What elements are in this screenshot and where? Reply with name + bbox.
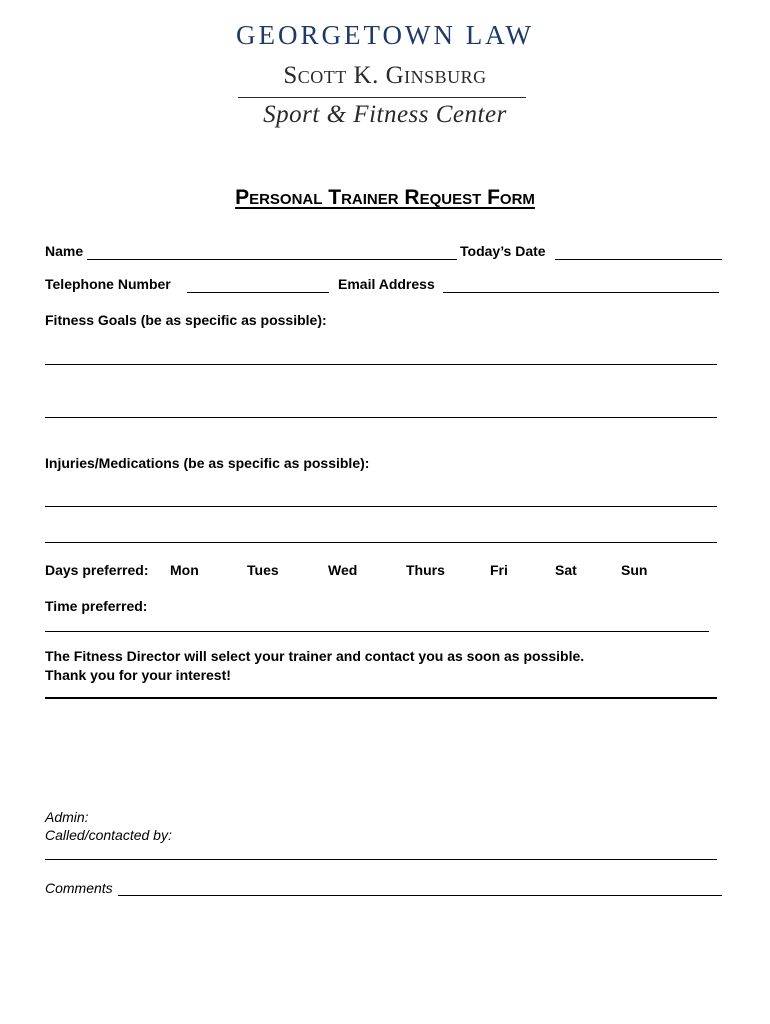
name-label: Name [45,243,84,259]
section-divider [45,697,717,699]
admin-label: Admin: [45,809,89,825]
days-label: Days preferred: [45,562,149,578]
center-subtitle: Sport & Fitness Center [263,101,507,128]
day-fri[interactable]: Fri [490,562,508,578]
day-wed[interactable]: Wed [328,562,358,578]
goals-line-2[interactable] [45,417,717,418]
goals-line-1[interactable] [45,364,717,365]
institution-name: GEORGETOWN LAW [235,20,535,50]
phone-label: Telephone Number [45,276,171,292]
time-label: Time preferred: [45,598,148,614]
comments-field[interactable] [118,895,722,896]
injuries-line-1[interactable] [45,506,717,507]
phone-field[interactable] [187,292,329,293]
form-title: Personal Trainer Request Form [235,186,535,209]
notice-line-2: Thank you for your interest! [45,667,231,683]
day-sun[interactable]: Sun [621,562,648,578]
comments-label: Comments [45,880,113,896]
injuries-line-2[interactable] [45,542,717,543]
day-tues[interactable]: Tues [247,562,279,578]
day-thurs[interactable]: Thurs [406,562,445,578]
notice-line-1: The Fitness Director will select your trainer and contact you as soon as possible. [45,648,585,664]
center-name: Scott K. Ginsburg [283,62,487,89]
date-label: Today’s Date [460,243,546,259]
name-field[interactable] [87,259,457,260]
email-field[interactable] [443,292,719,293]
time-field[interactable] [45,631,709,632]
email-label: Email Address [338,276,435,292]
date-field[interactable] [555,259,722,260]
called-label: Called/contacted by: [45,827,172,843]
day-sat[interactable]: Sat [555,562,577,578]
header-divider [238,97,526,98]
goals-label: Fitness Goals (be as specific as possible): [45,312,327,328]
day-mon[interactable]: Mon [170,562,199,578]
injuries-label: Injuries/Medications (be as specific as possible): [45,455,370,471]
called-field[interactable] [45,859,717,860]
